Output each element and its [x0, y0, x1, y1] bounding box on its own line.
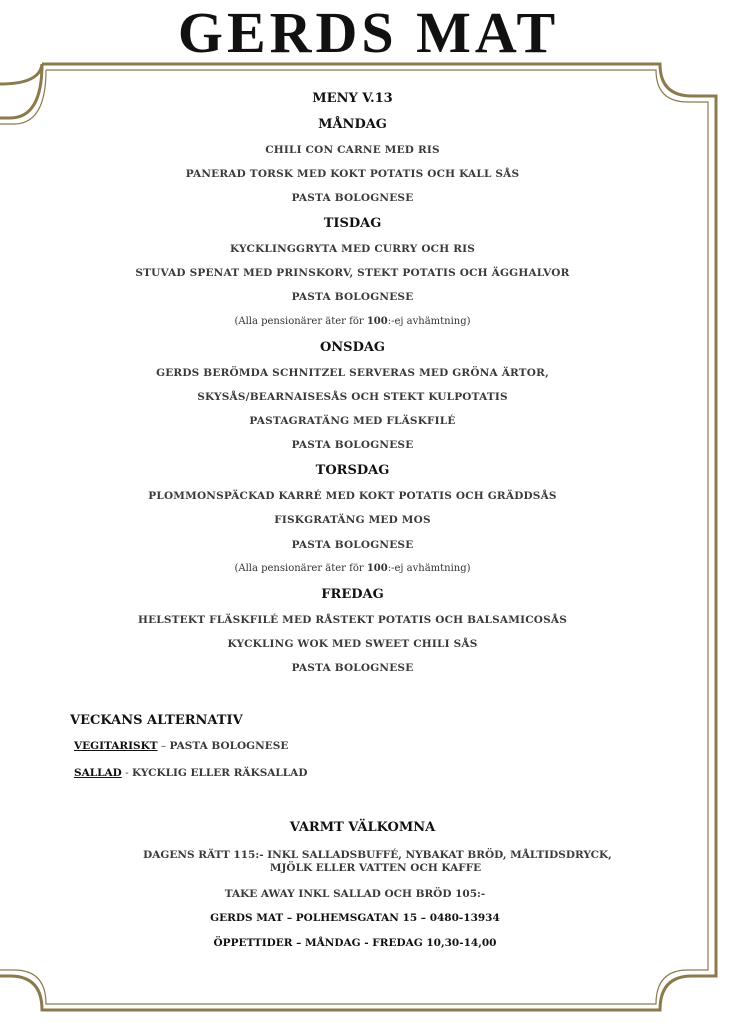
menu-item: PASTA BOLOGNESE [291, 662, 414, 674]
daily-dish-info-cont: MJÖLK ELLER VATTEN OCH KAFFE [269, 862, 482, 874]
alternatives-heading: VECKANS ALTERNATIV [70, 713, 243, 728]
menu-item: PASTA BOLOGNESE [291, 291, 414, 303]
menu-item: PLOMMONSPÄCKAD KARRÉ MED KOKT POTATIS OCH GRÄDDSÅS [148, 490, 557, 502]
address-info: GERDS MAT – POLHEMSGATAN 15 – 0480-13934 [210, 912, 500, 924]
pensioner-note: (Alla pensionärer äter för 100:-ej avhämtning) [234, 316, 471, 327]
menu-week-heading: MENY V.13 [312, 91, 393, 106]
menu-item: GERDS BERÖMDA SCHNITZEL SERVERAS MED GRÖNA ÄRTOR, [156, 367, 549, 379]
menu-item: CHILI CON CARNE MED RIS [265, 144, 440, 156]
menu-item: HELSTEKT FLÄSKFILÉ MED RÅSTEKT POTATIS OCH BALSAMICOSÅS [137, 614, 568, 626]
menu-item: KYCKLING WOK MED SWEET CHILI SÅS [227, 638, 478, 650]
menu-item: FISKGRATÄNG MED MOS [274, 514, 431, 526]
day-heading-wednesday: ONSDAG [319, 340, 386, 355]
daily-dish-info: DAGENS RÄTT 115:- INKL SALLADSBUFFÉ, NYBAKAT BRÖD, MÅLTIDSDRYCK, [143, 849, 612, 861]
menu-item: PASTA BOLOGNESE [291, 192, 414, 204]
menu-item: PASTAGRATÄNG MED FLÄSKFILÉ [249, 415, 456, 427]
menu-item: SKYSÅS/BEARNAISESÅS OCH STEKT KULPOTATIS [197, 391, 508, 403]
day-heading-monday: MÅNDAG [318, 117, 387, 132]
opening-hours: ÖPPETTIDER – MÅNDAG - FREDAG 10,30-14,00 [213, 937, 497, 949]
takeaway-info: TAKE AWAY INKL SALLAD OCH BRÖD 105:- [224, 888, 486, 900]
pensioner-note: (Alla pensionärer äter för 100:-ej avhämtning) [234, 563, 471, 574]
menu-item: PASTA BOLOGNESE [291, 439, 414, 451]
restaurant-title: GERDS MAT [177, 0, 560, 65]
alternative-salad: SALLAD - KYCKLIG ELLER RÄKSALLAD [74, 767, 308, 779]
day-heading-tuesday: TISDAG [323, 216, 382, 231]
day-heading-thursday: TORSDAG [315, 463, 390, 478]
alternative-vegetarian: VEGITARISKT – PASTA BOLOGNESE [74, 740, 289, 752]
menu-item: PASTA BOLOGNESE [291, 539, 414, 551]
welcome-heading: VARMT VÄLKOMNA [289, 820, 436, 835]
menu-item: KYCKLINGGRYTA MED CURRY OCH RIS [229, 243, 476, 255]
day-heading-friday: FREDAG [321, 587, 384, 602]
menu-item: PANERAD TORSK MED KOKT POTATIS OCH KALL SÅS [185, 168, 520, 180]
menu-item: STUVAD SPENAT MED PRINSKORV, STEKT POTATIS OCH ÄGGHALVOR [135, 267, 570, 279]
